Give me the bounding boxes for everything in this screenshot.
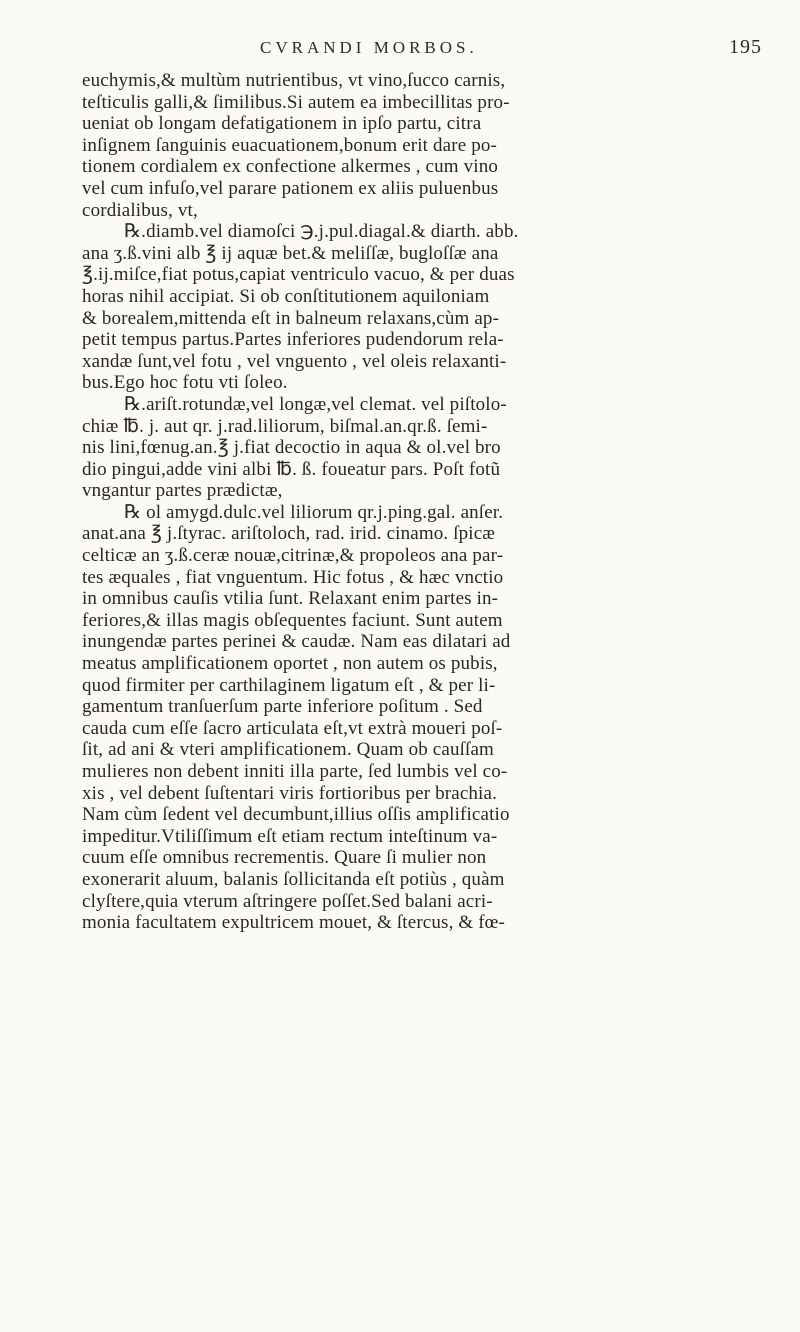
text-line: tionem cordialem ex confectione alkermes , cum vino: [82, 156, 499, 178]
text-line: clyſtere,quia vterum aſtringere poſſet.Sed balani acri-: [82, 890, 493, 912]
text-line: dio pingui,adde vini albi ℔. ß. foueatur pars. Poſt fotũ: [82, 458, 501, 480]
text-line: xis , vel debent ſuſtentari viris fortioribus per brachia.: [82, 782, 497, 804]
text-line: ueniat ob longam defatigationem in ipſo partu, citra: [82, 113, 482, 135]
text-line: chiæ ℔. j. aut qr. j.rad.liliorum, biſmal.an.qr.ß. ſemi-: [82, 415, 488, 437]
running-head: CVRANDI MORBOS.: [260, 38, 478, 57]
text-line: feriores,& illas magis obſequentes faciunt. Sunt autem: [82, 609, 503, 631]
text-line: inungendæ partes perinei & caudæ. Nam eas dilatari ad: [82, 631, 511, 653]
text-line: ℞ ol amygd.dulc.vel liliorum qr.j.ping.gal. anſer.: [124, 501, 504, 523]
text-line: monia facultatem expultricem mouet, & ſtercus, & fœ-: [82, 912, 506, 934]
text-line: horas nihil accipiat. Si ob conſtitutionem aquiloniam: [82, 285, 490, 307]
text-line: & borealem,mittenda eſt in balneum relaxans,cùm ap-: [82, 307, 500, 329]
text-line: ℥.ij.miſce,fiat potus,capiat ventriculo vacuo, & per duas: [82, 264, 515, 286]
text-line: celticæ an ʒ.ß.ceræ nouæ,citrinæ,& propoleos ana par-: [82, 545, 504, 567]
text-line: cordialibus, vt,: [82, 199, 198, 221]
text-line: Nam cùm ſedent vel decumbunt,illius oſſis amplificatio: [82, 804, 510, 826]
text-line: petit tempus partus.Partes inferiores pudendorum rela-: [82, 329, 504, 351]
text-line: bus.Ego hoc fotu vti ſoleo.: [82, 372, 288, 394]
text-line: exonerarit aluum, balanis ſollicitanda eſt potiùs , quàm: [82, 868, 505, 890]
text-line: gamentum tranſuerſum parte inferiore poſitum . Sed: [82, 696, 483, 718]
text-line: vel cum infuſo,vel parare pationem ex aliis puluenbus: [82, 177, 499, 199]
page-number: 195: [729, 36, 762, 58]
page-header: [82, 38, 762, 68]
text-line: tes æquales , fiat vnguentum. Hic fotus , & hæc vnctio: [82, 566, 504, 588]
text-line: in omnibus cauſis vtilia ſunt. Relaxant enim partes in-: [82, 588, 499, 610]
text-line: ſit, ad ani & vteri amplificationem. Quam ob cauſſam: [82, 739, 494, 761]
text-line: ana ʒ.ß.vini alb ℥ ij aquæ bet.& meliſſæ, bugloſſæ ana: [82, 242, 499, 264]
text-line: mulieres non debent inniti illa parte, ſed lumbis vel co-: [82, 761, 508, 782]
text-line: quod firmiter per carthilaginem ligatum eſt , & per li-: [82, 674, 496, 696]
text-line: anat.ana ℥ j.ſtyrac. ariſtoloch, rad. irid. cinamo. ſpicæ: [82, 523, 496, 545]
text-line: teſticulis galli,& ſimilibus.Si autem ea imbecillitas pro-: [82, 91, 510, 113]
text-line: impeditur.Vtiliſſimum eſt etiam rectum inteſtinum va-: [82, 825, 498, 847]
text-line: euchymis,& multùm nutrientibus, vt vino,ſucco carnis,: [82, 70, 506, 91]
text-line: inſignem ſanguinis euacuationem,bonum erit dare po-: [82, 134, 497, 156]
text-line: xandæ ſunt,vel fotu , vel vnguento , vel oleis relaxanti-: [82, 350, 507, 372]
text-line: vngantur partes prædictæ,: [82, 480, 283, 502]
text-line: meatus amplificationem oportet , non autem os pubis,: [82, 653, 498, 675]
text-line: ℞.diamb.vel diamoſci ℈.j.pul.diagal.& diarth. abb.: [124, 221, 519, 243]
body-text: [82, 70, 772, 934]
text-line: cauda cum eſſe ſacro articulata eſt,vt extrà moueri poſ-: [82, 717, 503, 739]
text-line: nis lini,fœnug.an.℥ j.fiat decoctio in aqua & ol.vel bro: [82, 437, 501, 459]
text-line: cuum eſſe omnibus recrementis. Quare ſi mulier non: [82, 847, 487, 869]
text-line: ℞.ariſt.rotundæ,vel longæ,vel clemat. vel piſtolo-: [124, 393, 507, 415]
